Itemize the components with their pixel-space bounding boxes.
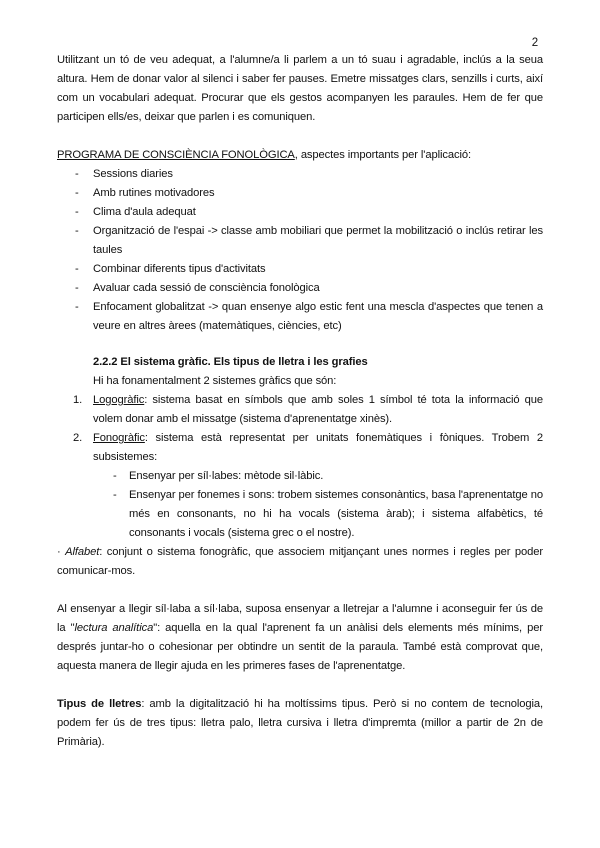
page-number: 2: [531, 37, 538, 49]
reading-term: lectura analítica: [74, 622, 154, 634]
system-term: Logogràfic: [93, 394, 145, 406]
list-item: - Clima d'aula adequat: [57, 203, 543, 222]
list-item: - Ensenyar per fonemes i sons: trobem sistemes consonàntics, basa l'aprenentatge no més en consonants, no hi ha vocals (sistema àrab); i sistema alfabètics, té consonants i vocals (sistema grec o el nostre).: [57, 486, 543, 543]
letters-text: : amb la digitalització hi ha moltíssims tipus. Però si no contem de tecnologia, podem fer ús de tres tipus: lletra palo, lletra cursiva i lletra d'impremta (millor a partir de 2n de Primària).: [57, 698, 543, 748]
program-heading-rest: , aspectes importants per l'aplicació:: [294, 149, 471, 161]
section-title: 2.2.2 El sistema gràfic. Els tipus de lletra i les grafies: [93, 356, 368, 368]
list-item: - Avaluar cada sessió de consciència fonològica: [57, 279, 543, 298]
list-item: - Combinar diferents tipus d'activitats: [57, 260, 543, 279]
letters-term: Tipus de lletres: [57, 698, 142, 710]
page-content: [57, 51, 543, 752]
reading-paragraph: [57, 600, 543, 676]
list-item: - Sessions diaries: [57, 165, 543, 184]
list-item: - Enfocament globalitzat -> quan ensenye algo estic fent una mescla d'aspectes que tenen a veure en altres àrees (matemàtiques, ciències, etc): [57, 298, 543, 336]
list-item: - Organització de l'espai -> classe amb mobiliari que permet la mobilització o inclús retirar les taules: [57, 222, 543, 260]
reading-after: ": aquella en la qual l'aprenent fa un anàlisi dels elements més mínims, per després juntar-ho o cohesionar per obtindre un sentit de la paraula. També està comprovat que, aquesta manera de llegir ajuda en les primeres fases de l'aprenentatge.: [57, 622, 543, 672]
list-item: [57, 391, 543, 429]
alphabet-text: : conjunt o sistema fonogràfic, que associem mitjançant unes normes i regles per poder comunicar-mos.: [57, 546, 543, 577]
alphabet-definition: [57, 543, 543, 581]
intro-paragraph: Utilitzant un tó de veu adequat, a l'alumne/a li parlem a un tó suau i agradable, inclús a la seua altura. Hem de donar valor al silenci i saber fer pauses. Emetre missatges clars, senzills i curts, així com un vocabulari adequat. Procurar que els gestos acompanyen les paraules. Hem de fer que participen ells/es, deixar que parlen i es comuniquen.: [57, 54, 543, 123]
alphabet-prefix: ·: [57, 546, 66, 558]
letters-paragraph: [57, 695, 543, 752]
program-heading: PROGRAMA DE CONSCIÈNCIA FONOLÒGICA: [57, 149, 295, 161]
list-item: - Ensenyar per síl·labes: mètode sil·làbic.: [57, 467, 543, 486]
item-number: 1.: [73, 394, 83, 406]
item-number: 2.: [73, 432, 83, 444]
list-item: [57, 429, 543, 467]
system-text: : sistema basat en símbols que amb soles 1 símbol té tota la informació que volem donar amb el missatge (sistema d'aprenentatge xinès).: [93, 394, 543, 425]
program-list: [57, 165, 543, 336]
list-item: - Amb rutines motivadores: [57, 184, 543, 203]
alphabet-term: Alfabet: [65, 546, 100, 558]
system-term: Fonogràfic: [93, 432, 145, 444]
system-text: : sistema està representat per unitats fonemàtiques i fòniques. Trobem 2 subsistemes:: [93, 432, 543, 463]
program-heading-line: [57, 146, 543, 165]
subsystems-list: [57, 467, 543, 543]
systems-list: [57, 391, 543, 467]
reading-before: Al ensenyar a llegir síl·laba a síl·laba, suposa ensenyar a lletrejar a l'alumne i aconseguir fer ús de la ": [57, 603, 543, 634]
section-intro: Hi ha fonamentalment 2 sistemes gràfics que són:: [93, 375, 337, 387]
